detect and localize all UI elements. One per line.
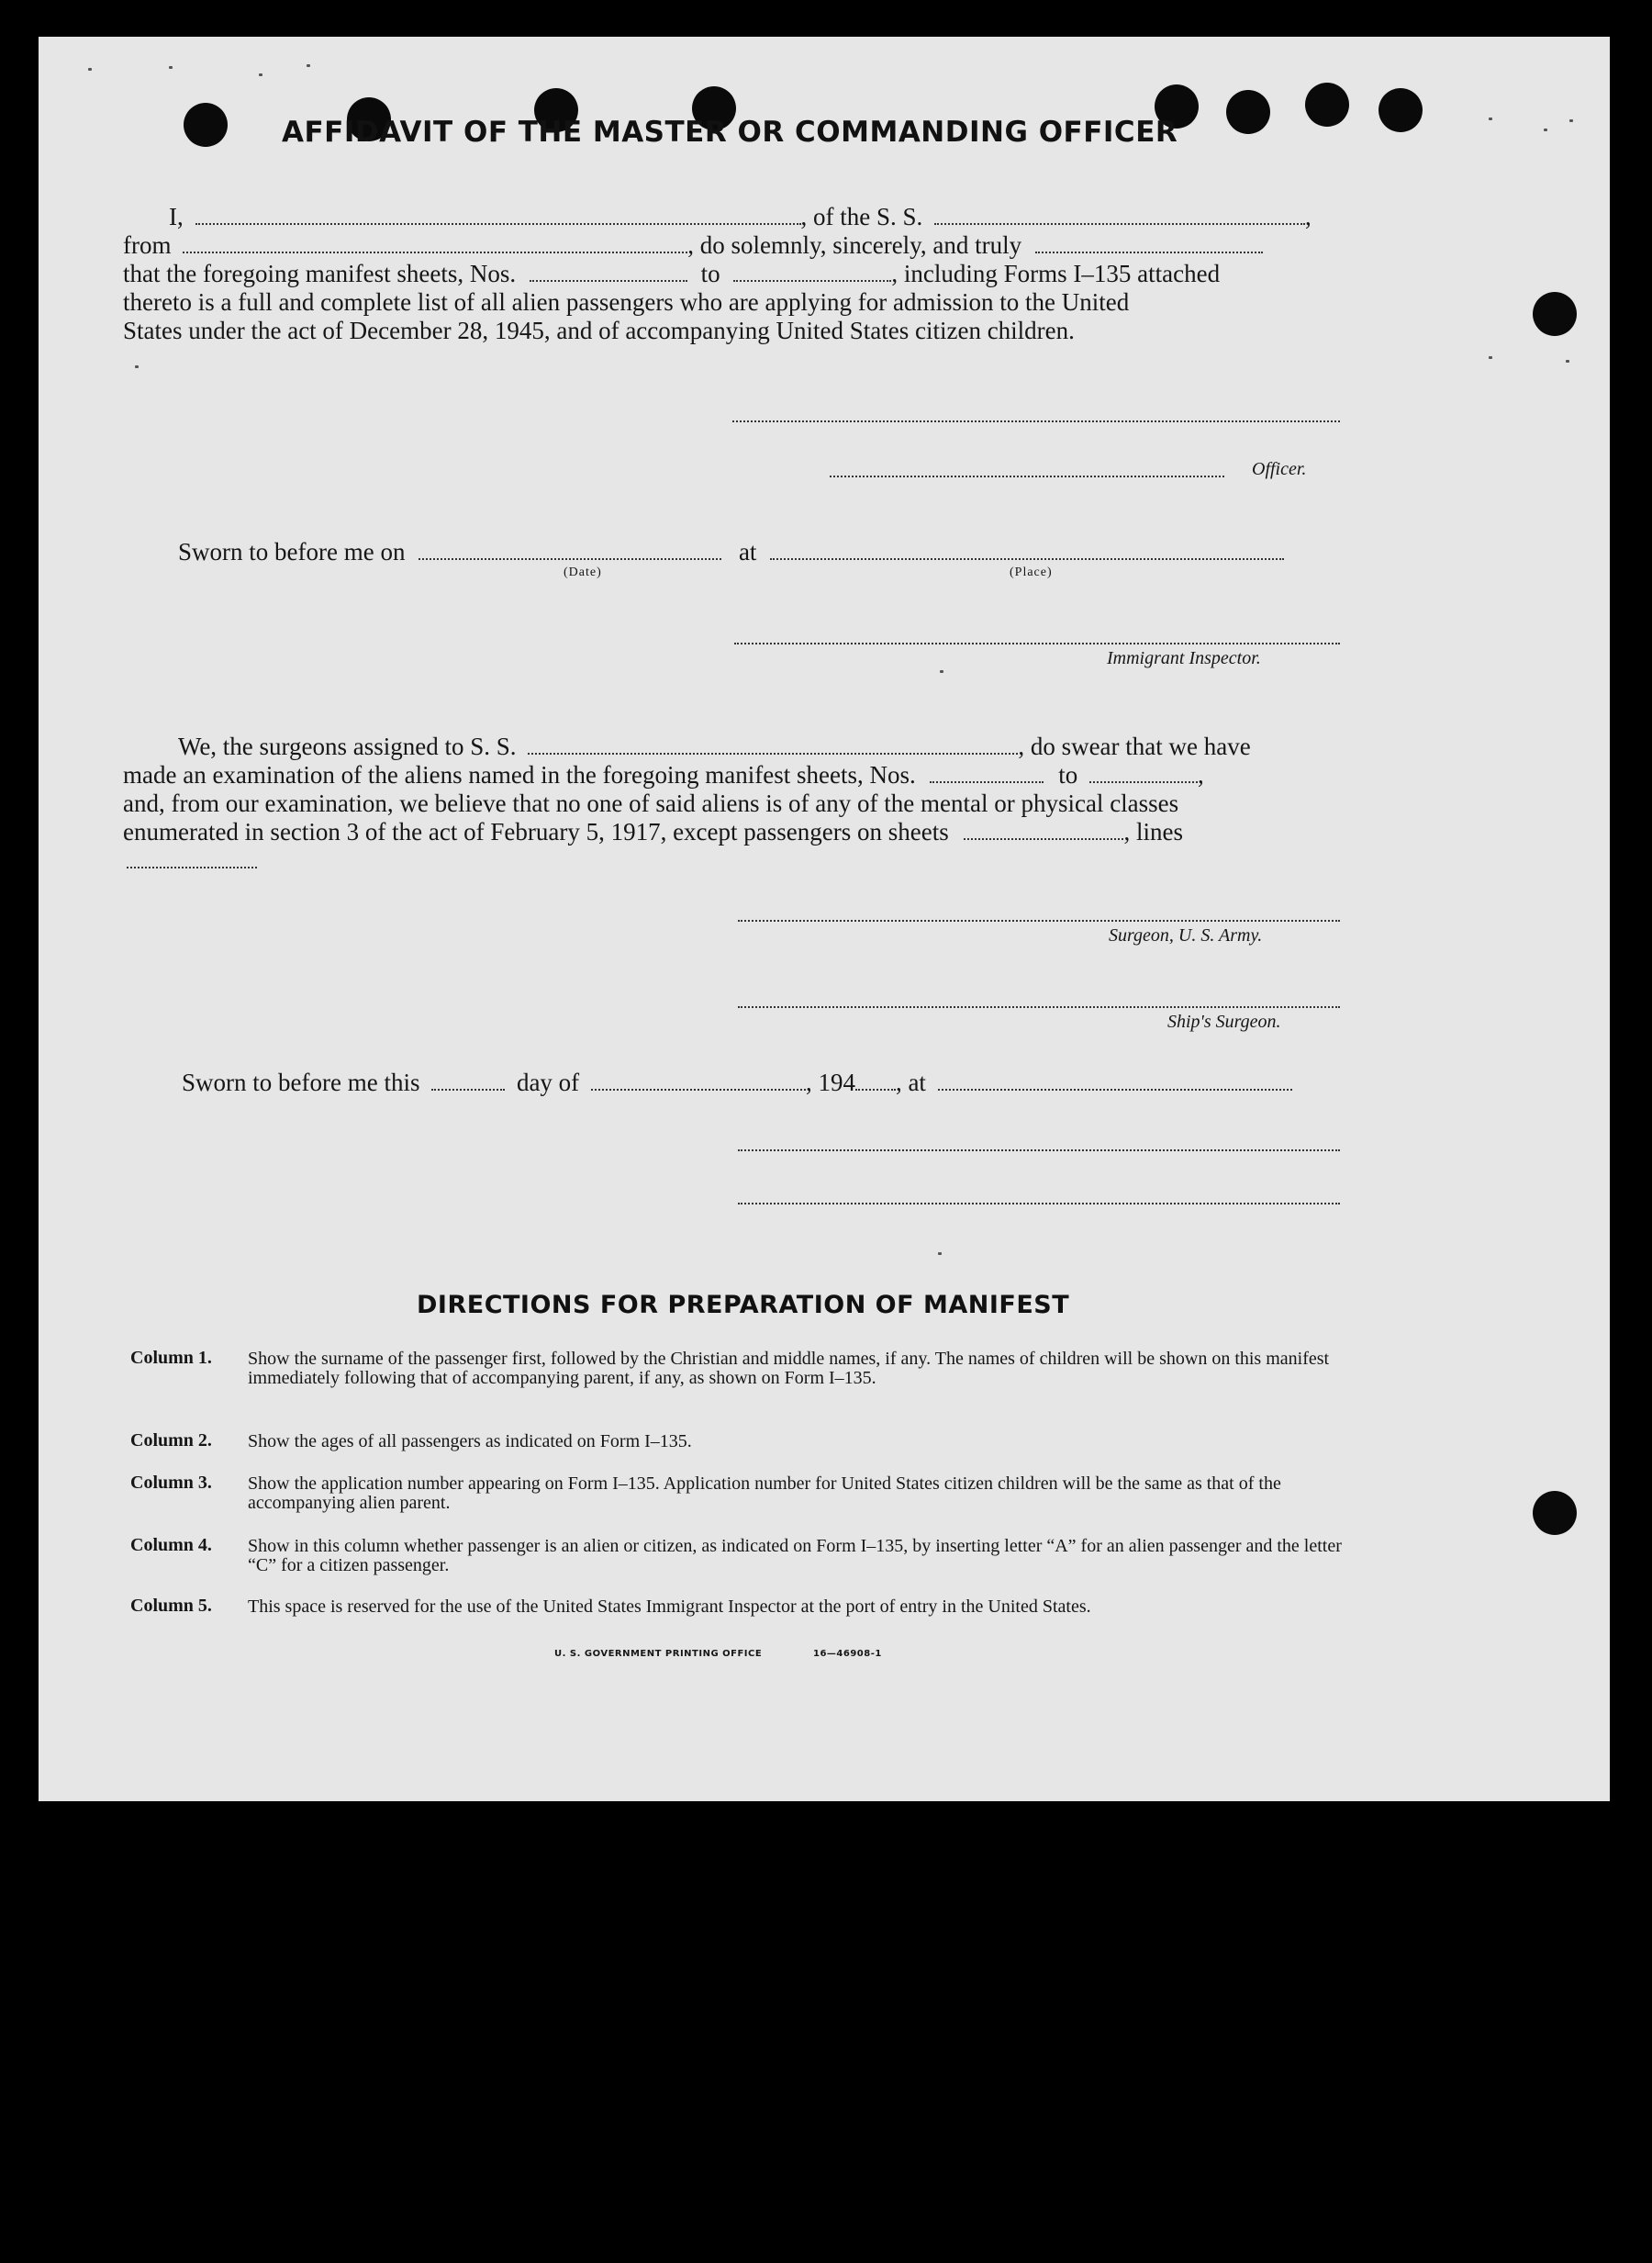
affidavit-line-5: States under the act of December 28, 1945, and of accompanying United States citizen children.	[123, 317, 1075, 344]
punch-hole	[184, 103, 228, 147]
punch-hole	[1533, 1491, 1577, 1535]
form-code: 16—46908-1	[813, 1649, 882, 1659]
inspector-signature-line[interactable]	[734, 643, 1340, 644]
sworn-place-field[interactable]	[770, 538, 1284, 560]
sworn-date-field[interactable]	[419, 538, 721, 560]
sworn-at-field[interactable]	[938, 1069, 1292, 1091]
sworn-month-field[interactable]	[591, 1069, 806, 1091]
lines-field[interactable]	[127, 867, 257, 868]
document-page	[39, 37, 1610, 1801]
direction-text: This space is reserved for the use of the United States Immigrant Inspector at the port of entry in the United States.	[248, 1596, 1091, 1617]
direction-text: Show the ages of all passengers as indicated on Form I–135.	[248, 1431, 692, 1451]
punch-hole	[1379, 88, 1423, 132]
surgeons-line-3: and, from our examination, we believe that no one of said aliens is of any of the mental or physical classes	[123, 790, 1179, 817]
except-sheets-field[interactable]	[964, 818, 1123, 840]
direction-text: Show the surname of the passenger first, followed by the Christian and middle names, if any. The names of children will be shown on this manifest immediately following that of accompanying parent, if any, as shown on Form I–135.	[248, 1349, 1330, 1388]
officer-caption: Officer.	[1252, 459, 1307, 479]
surgeon-sheet-from-field[interactable]	[930, 761, 1044, 783]
direction-label: Column 1.	[130, 1348, 212, 1368]
direction-label: Column 4.	[130, 1535, 212, 1555]
sworn-day-field[interactable]	[431, 1069, 505, 1091]
master-name-field[interactable]	[195, 203, 801, 225]
affidavit-extra-field[interactable]	[1035, 231, 1263, 253]
sheet-to-field[interactable]	[733, 260, 891, 282]
direction-text: Show the application number appearing on Form I–135. Application number for United States citizen children will be the same as that of the accompanying alien parent.	[248, 1473, 1281, 1513]
date-caption: (Date)	[564, 566, 602, 579]
directions-title: DIRECTIONS FOR PREPARATION OF MANIFEST	[417, 1291, 1070, 1319]
ship-surgeon-signature-line[interactable]	[738, 1006, 1340, 1008]
affidavit-line-1: I, , of the S. S. ,	[169, 203, 1312, 230]
punch-hole	[1533, 292, 1577, 336]
army-surgeon-signature-line[interactable]	[738, 920, 1340, 922]
sworn-officer-line-2[interactable]	[738, 1203, 1340, 1204]
ship-name-field[interactable]	[934, 203, 1305, 225]
direction-label: Column 5.	[130, 1596, 212, 1616]
army-surgeon-caption: Surgeon, U. S. Army.	[1109, 925, 1263, 946]
master-signature-line[interactable]	[732, 420, 1340, 422]
sworn-officer-line-1[interactable]	[738, 1149, 1340, 1151]
ship-surgeon-caption: Ship's Surgeon.	[1167, 1012, 1281, 1032]
direction-label: Column 3.	[130, 1473, 212, 1493]
sheet-from-field[interactable]	[530, 260, 687, 282]
affidavit-line-3: that the foregoing manifest sheets, Nos. to , including Forms I–135 attached	[123, 260, 1221, 287]
surgeons-line-1: We, the surgeons assigned to S. S. , do swear that we have	[178, 733, 1251, 760]
surgeon-sheet-to-field[interactable]	[1089, 761, 1198, 783]
affidavit-sworn-line: Sworn to before me on at	[178, 538, 1284, 566]
printer-imprint: U. S. GOVERNMENT PRINTING OFFICE	[554, 1649, 763, 1659]
surgeon-ship-field[interactable]	[528, 733, 1018, 755]
surgeons-line-2: made an examination of the aliens named in the foregoing manifest sheets, Nos. to ,	[123, 761, 1204, 789]
affidavit-title: AFFIDAVIT OF THE MASTER OR COMMANDING OFFICER	[282, 116, 1178, 149]
inspector-caption: Immigrant Inspector.	[1107, 648, 1261, 668]
port-from-field[interactable]	[183, 231, 687, 253]
affidavit-line-2: from , do solemnly, sincerely, and truly	[123, 231, 1263, 259]
surgeons-line-4: enumerated in section 3 of the act of February 5, 1917, except passengers on sheets , lines	[123, 818, 1183, 846]
punch-hole	[1305, 83, 1349, 127]
affidavit-line-4: thereto is a full and complete list of all alien passengers who are applying for admission to the United	[123, 288, 1130, 316]
direction-text: Show in this column whether passenger is an alien or citizen, as indicated on Form I–135, by inserting letter “A” for an alien passenger and the letter “C” for a citizen passenger.	[248, 1536, 1342, 1575]
surgeons-sworn-line: Sworn to before me this day of , 194 , at	[182, 1069, 1292, 1096]
officer-signature-line[interactable]	[830, 476, 1224, 477]
direction-label: Column 2.	[130, 1430, 212, 1451]
punch-hole	[1226, 90, 1270, 134]
place-caption: (Place)	[1010, 566, 1053, 579]
sworn-year-field[interactable]	[855, 1069, 896, 1091]
